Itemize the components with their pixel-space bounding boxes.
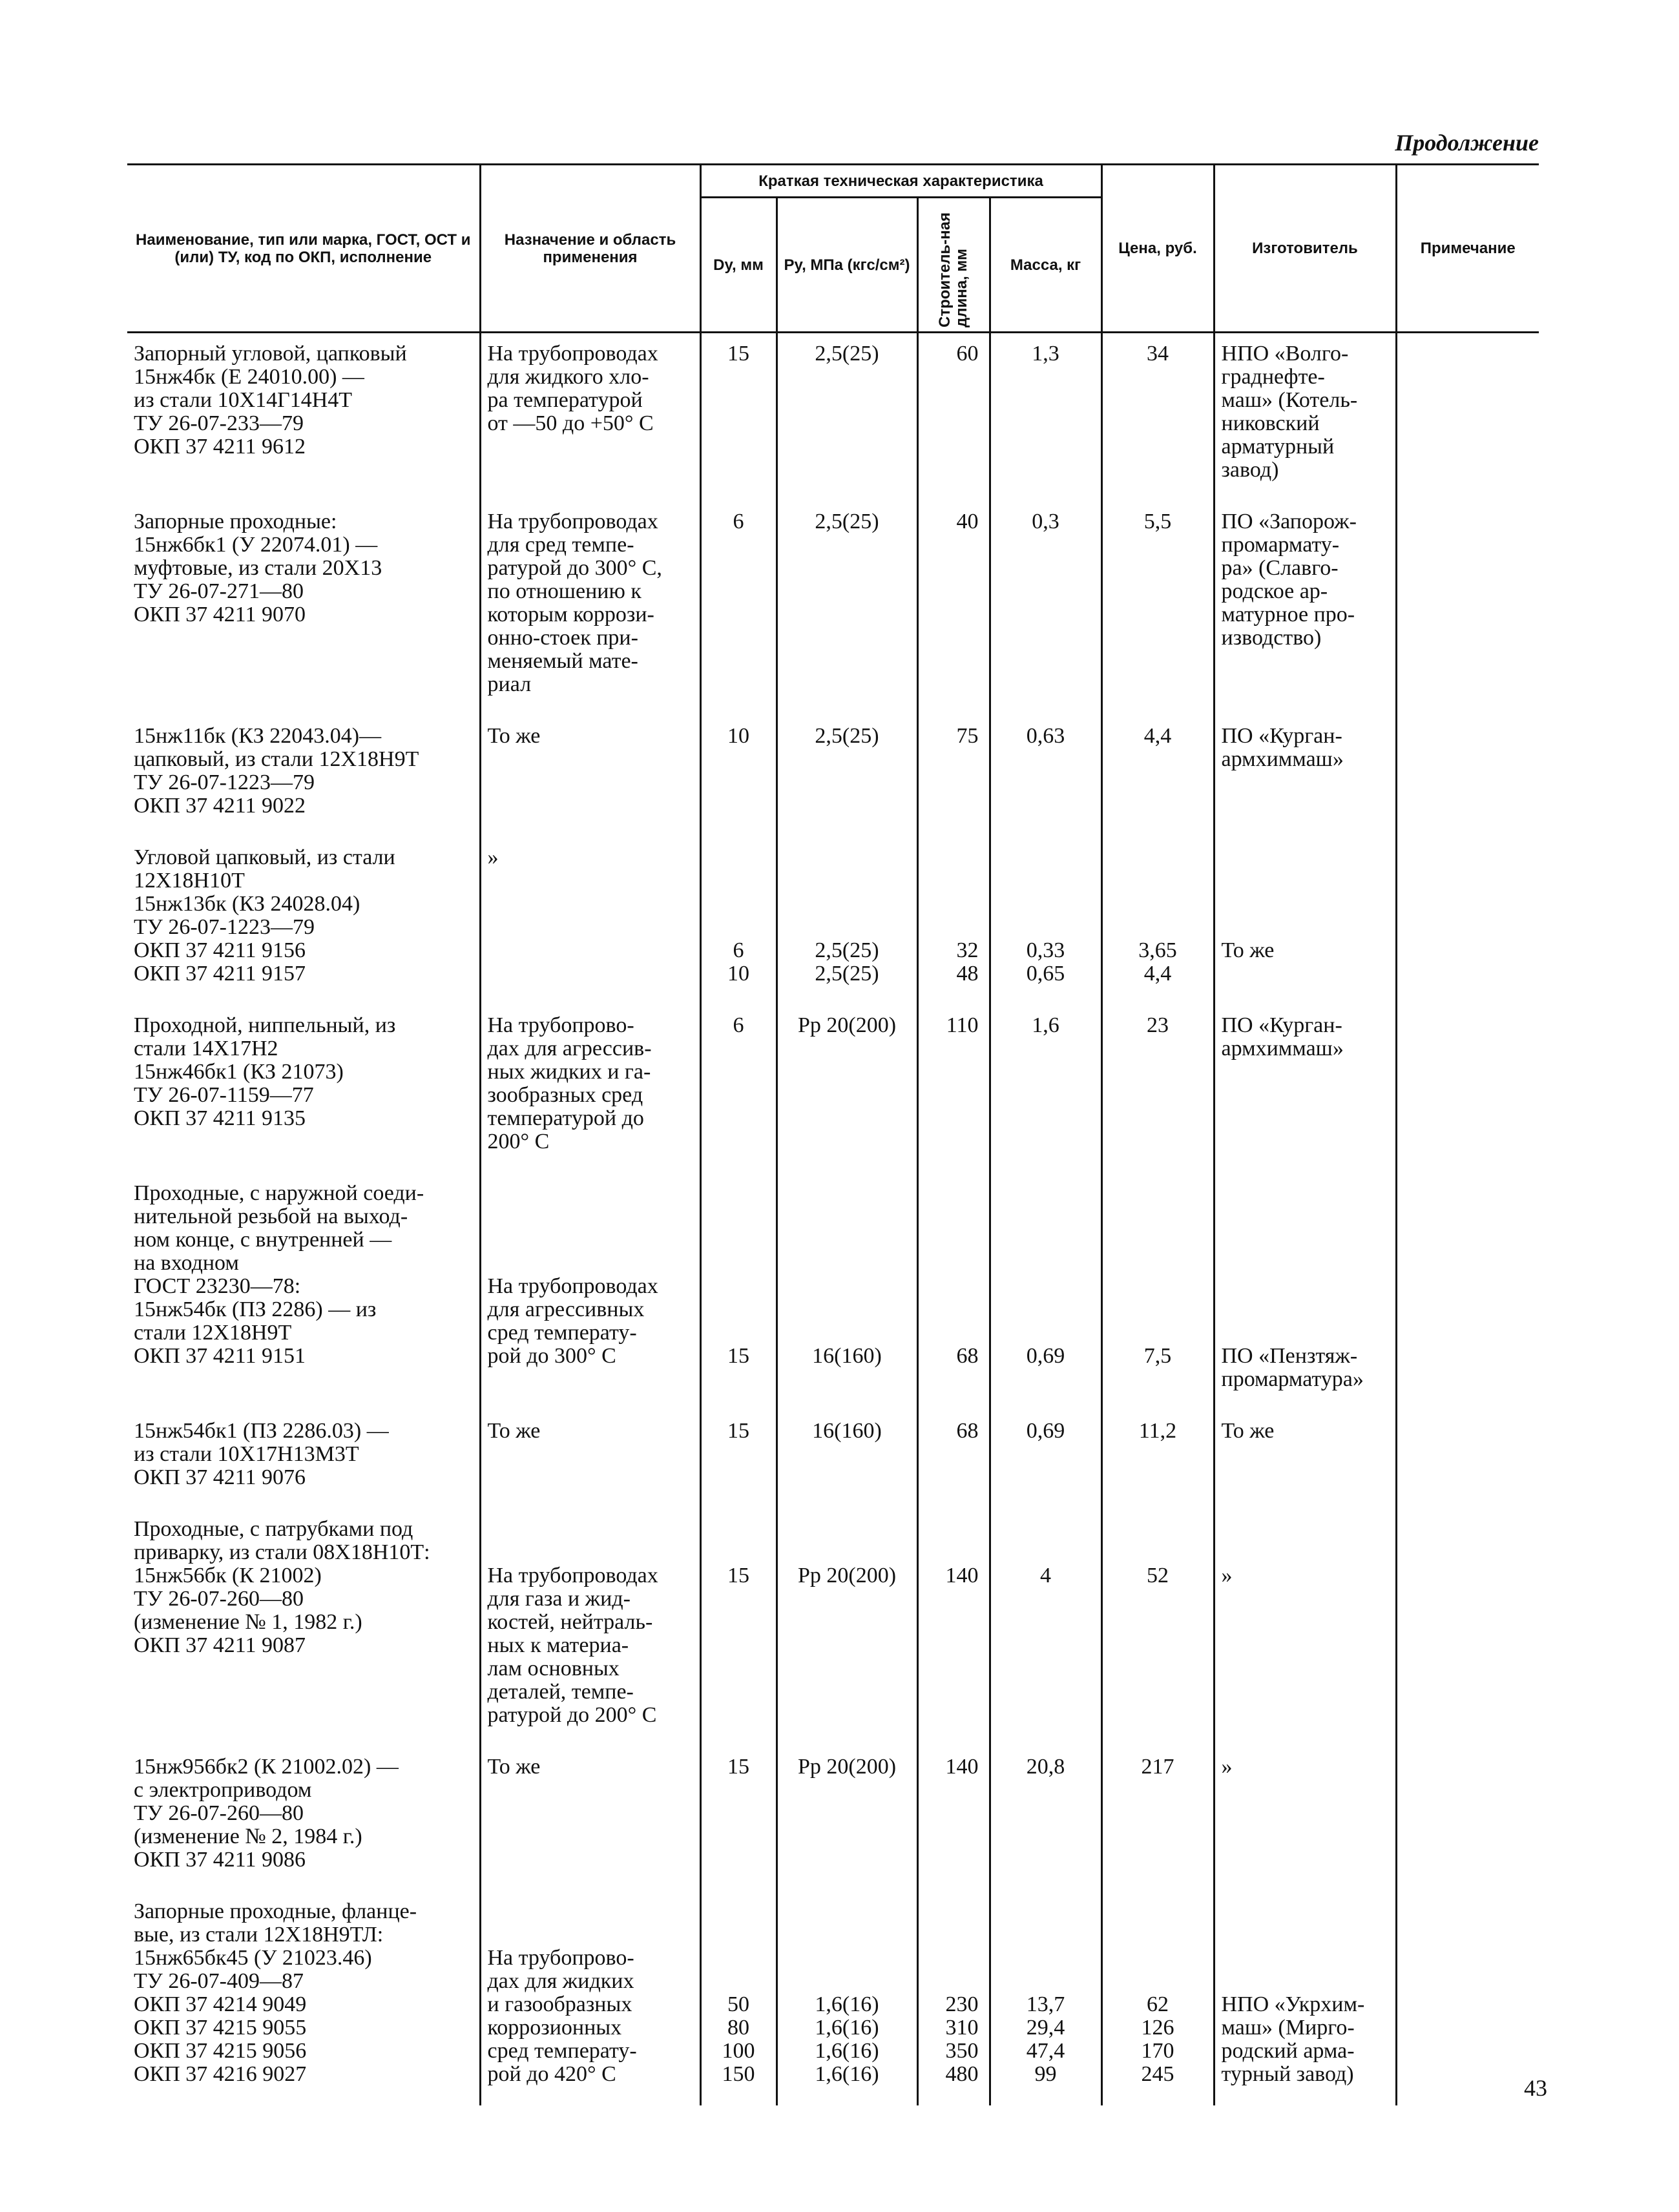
- table-row: [127, 1173, 1539, 1411]
- row-length: 140: [917, 1509, 990, 1746]
- row-length: 40: [917, 501, 990, 716]
- row-maker: То же: [1214, 837, 1396, 1005]
- row-name: 15нж956бк2 (К 21002.02) — с электроприводом ТУ 26-07-260—80 (изменение № 2, 1984 г.) ОКП 37 4211 9086: [134, 1755, 399, 1872]
- row-py: 2,5(25): [777, 501, 917, 716]
- row-purpose: »: [480, 837, 700, 1005]
- table-row: [127, 1005, 1539, 1173]
- header-maker: Изготовитель: [1214, 165, 1396, 333]
- row-price: 11,2: [1101, 1411, 1214, 1509]
- header-length: Строитель-ная длина, мм: [936, 212, 970, 327]
- row-note: [1396, 1746, 1539, 1891]
- row-price: 62 126 170 245: [1101, 1891, 1214, 2105]
- table-row: [127, 837, 1539, 1005]
- row-mass: 4: [990, 1509, 1101, 1746]
- row-length: 68: [917, 1173, 990, 1411]
- row-price: 3,65 4,4: [1101, 837, 1214, 1005]
- row-length: 110: [917, 1005, 990, 1173]
- row-maker: ПО «Запорож- промармату- ра» (Славго- родское ар- матурное про- изводство): [1214, 501, 1396, 716]
- row-name: Запорные проходные: 15нж6бк1 (У 22074.01) — муфтовые, из стали 20Х13 ТУ 26-07-271—80 ОКП 37 4211 9070: [134, 510, 382, 626]
- table-body: [127, 333, 1539, 2105]
- row-mass: 1,6: [990, 1005, 1101, 1173]
- row-py: 2,5(25) 2,5(25): [777, 837, 917, 1005]
- row-maker: ПО «Пензтяж- промарматура»: [1214, 1173, 1396, 1411]
- row-note: [1396, 333, 1539, 501]
- row-name: Запорный угловой, цапковый 15нж4бк (Е 24010.00) — из стали 10Х14Г14Н4Т ТУ 26-07-233—79 ОКП 37 4211 9612: [134, 342, 407, 459]
- row-maker: То же: [1214, 1411, 1396, 1509]
- row-mass: 20,8: [990, 1746, 1101, 1891]
- row-price: 217: [1101, 1746, 1214, 1891]
- row-py: 16(160): [777, 1411, 917, 1509]
- row-name: Проходной, ниппельный, из стали 14Х17Н2 15нж46бк1 (КЗ 21073) ТУ 26-07-1159—77 ОКП 37 4211 9135: [134, 1013, 396, 1130]
- header-note: Примечание: [1396, 165, 1539, 333]
- row-note: [1396, 1891, 1539, 2105]
- row-purpose: На трубопроводах для сред темпе- ратурой до 300° С, по отношению к которым коррози- онно-стоек при- меняемый мате- риал: [480, 501, 700, 716]
- row-purpose: То же: [480, 716, 700, 837]
- row-length: 68: [917, 1411, 990, 1509]
- header-py: Pу, МПа (кгс/см²): [777, 198, 917, 333]
- row-dy: 15: [700, 1746, 777, 1891]
- row-name: Проходные, с наружной соеди- нительной резьбой на выход- ном конце, с внутренней — на входном ГОСТ 23230—78: 15нж54бк (ПЗ 2286) — из стали 12Х18Н9Т ОКП 37 4211 9151: [134, 1181, 424, 1368]
- row-purpose: На трубопроводах для агрессивных сред температу- рой до 300° С: [480, 1173, 700, 1411]
- row-mass: 13,7 29,4 47,4 99: [990, 1891, 1101, 2105]
- row-dy: 6: [700, 501, 777, 716]
- row-dy: 50 80 100 150: [700, 1891, 777, 2105]
- row-dy: 6 10: [700, 837, 777, 1005]
- header-purpose: Назначение и область применения: [480, 165, 700, 333]
- table-row: [127, 1746, 1539, 1891]
- row-purpose: То же: [480, 1746, 700, 1891]
- row-py: 2,5(25): [777, 333, 917, 501]
- row-mass: 0,69: [990, 1173, 1101, 1411]
- row-dy: 6: [700, 1005, 777, 1173]
- row-price: 4,4: [1101, 716, 1214, 837]
- row-purpose: На трубопроводах для жидкого хло- ра температурой от —50 до +50° С: [480, 333, 700, 501]
- table-row: [127, 333, 1539, 501]
- row-mass: 1,3: [990, 333, 1101, 501]
- row-note: [1396, 837, 1539, 1005]
- header-tech-group: Краткая техническая характеристика: [700, 165, 1101, 198]
- row-dy: 15: [700, 333, 777, 501]
- row-note: [1396, 501, 1539, 716]
- row-length: 60: [917, 333, 990, 501]
- row-maker: ПО «Курган- армхиммаш»: [1214, 1005, 1396, 1173]
- row-price: 23: [1101, 1005, 1214, 1173]
- row-py: Pр 20(200): [777, 1746, 917, 1891]
- page-number: 43: [1524, 2075, 1547, 2101]
- header-name: Наименование, тип или марка, ГОСТ, ОСТ и (или) ТУ, код по ОКП, исполнение: [127, 165, 480, 333]
- row-mass: 0,69: [990, 1411, 1101, 1509]
- row-dy: 15: [700, 1411, 777, 1509]
- valve-table: [127, 163, 1539, 2105]
- row-name: Угловой цапковый, из стали 12Х18Н10Т 15нж13бк (КЗ 24028.04) ТУ 26-07-1223—79 ОКП 37 4211 9156 ОКП 37 4211 9157: [134, 845, 395, 986]
- row-dy: 15: [700, 1173, 777, 1411]
- header-price: Цена, руб.: [1101, 165, 1214, 333]
- row-name: 15нж54бк1 (ПЗ 2286.03) — из стали 10Х17Н13М3Т ОКП 37 4211 9076: [134, 1419, 389, 1489]
- header-dy: Dу, мм: [700, 198, 777, 333]
- row-mass: 0,3: [990, 501, 1101, 716]
- row-length: 230 310 350 480: [917, 1891, 990, 2105]
- row-price: 7,5: [1101, 1173, 1214, 1411]
- row-length: 32 48: [917, 837, 990, 1005]
- table-row: [127, 501, 1539, 716]
- row-maker: ПО «Курган- армхиммаш»: [1214, 716, 1396, 837]
- row-maker: НПО «Укрхим- маш» (Мирго- родский арма- турный завод): [1214, 1891, 1396, 2105]
- row-price: 52: [1101, 1509, 1214, 1746]
- row-mass: 0,33 0,65: [990, 837, 1101, 1005]
- row-py: Pр 20(200): [777, 1509, 917, 1746]
- row-name: Запорные проходные, фланце- вые, из стали 12Х18Н9ТЛ: 15нж65бк45 (У 21023.46) ТУ 26-07-409—87 ОКП 37 4214 9049 ОКП 37 4215 9055 ОКП 37 4215 9056 ОКП 37 4216 9027: [134, 1899, 417, 2086]
- row-note: [1396, 1411, 1539, 1509]
- row-py: 1,6(16) 1,6(16) 1,6(16) 1,6(16): [777, 1891, 917, 2105]
- row-purpose: То же: [480, 1411, 700, 1509]
- row-mass: 0,63: [990, 716, 1101, 837]
- row-note: [1396, 1173, 1539, 1411]
- row-length: 75: [917, 716, 990, 837]
- table-row: [127, 716, 1539, 837]
- row-price: 34: [1101, 333, 1214, 501]
- row-py: 16(160): [777, 1173, 917, 1411]
- row-price: 5,5: [1101, 501, 1214, 716]
- row-purpose: На трубопрово- дах для жидких и газообразных коррозионных сред температу- рой до 420° С: [480, 1891, 700, 2105]
- row-length: 140: [917, 1746, 990, 1891]
- row-dy: 15: [700, 1509, 777, 1746]
- row-py: Pр 20(200): [777, 1005, 917, 1173]
- row-dy: 10: [700, 716, 777, 837]
- row-maker: НПО «Волго- граднефте- маш» (Котель- никовский арматурный завод): [1214, 333, 1396, 501]
- row-maker: »: [1214, 1509, 1396, 1746]
- row-py: 2,5(25): [777, 716, 917, 837]
- row-name: Проходные, с патрубками под приварку, из стали 08Х18Н10Т: 15нж56бк (К 21002) ТУ 26-07-260—80 (изменение № 1, 1982 г.) ОКП 37 4211 9087: [134, 1517, 430, 1657]
- table-row: [127, 1411, 1539, 1509]
- table-row: [127, 1509, 1539, 1746]
- continuation-label: Продолжение: [1395, 130, 1539, 156]
- row-note: [1396, 716, 1539, 837]
- row-maker: »: [1214, 1746, 1396, 1891]
- row-note: [1396, 1005, 1539, 1173]
- row-note: [1396, 1509, 1539, 1746]
- row-purpose: На трубопроводах для газа и жид- костей, нейтраль- ных к материа- лам основных деталей, темпе- ратурой до 200° С: [480, 1509, 700, 1746]
- row-name: 15нж11бк (КЗ 22043.04)— цапковый, из стали 12Х18Н9Т ТУ 26-07-1223—79 ОКП 37 4211 9022: [134, 724, 419, 818]
- row-purpose: На трубопрово- дах для агрессив- ных жидких и га- зообразных сред температурой до 200° С: [480, 1005, 700, 1173]
- table-row: [127, 1891, 1539, 2105]
- header-mass: Масса, кг: [990, 198, 1101, 333]
- header-length-cell: [917, 198, 990, 333]
